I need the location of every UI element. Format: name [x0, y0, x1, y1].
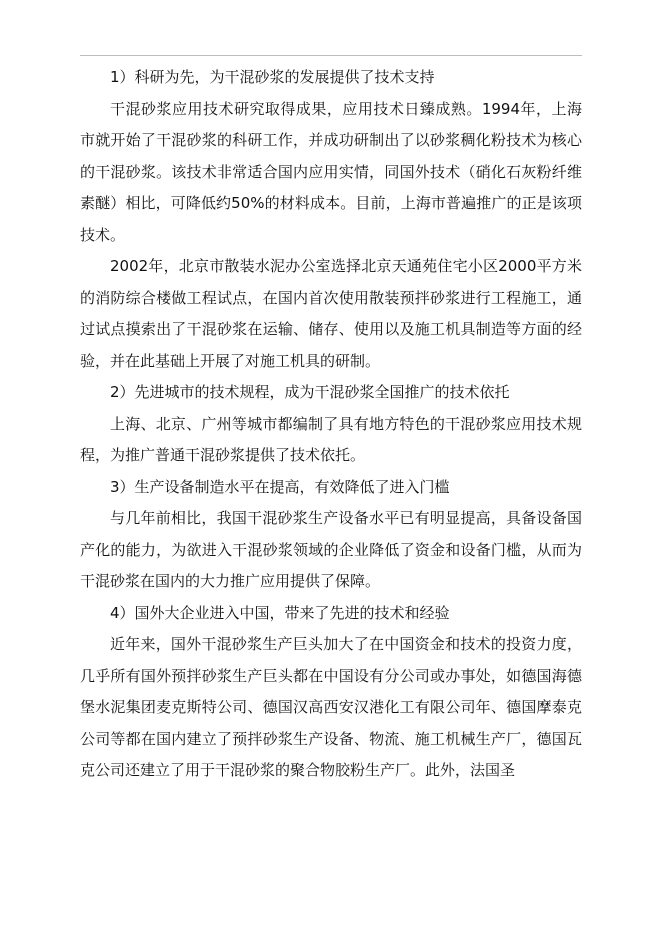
section-2-paragraph-1: 上海、北京、广州等城市都编制了具有地方特色的干混砂浆应用技术规程，为推广普通干混砂浆提供了技术依托。	[80, 414, 582, 464]
header-rule	[80, 55, 582, 56]
section-4-paragraph-1: 近年来，国外干混砂浆生产巨头加大了在中国资金和技术的投资力度，几乎所有国外预拌砂浆生产巨头都在中国设有分公司或办事处，如德国海德堡水泥集团麦克斯特公司、德国汉高西安汉港化工有限公司年、德国摩泰克公司等都在国内建立了预拌砂浆生产设备、物流、施工机械生产厂，德国瓦克公司还建立了用于干混砂浆的聚合物胶粉生产厂。此外，法国圣	[80, 635, 582, 779]
section-3-paragraph-1: 与几年前相比，我国干混砂浆生产设备水平已有明显提高，具备设备国产化的能力，为欲进入干混砂浆领域的企业降低了资金和设备门槛，从而为干混砂浆在国内的大力推广应用提供了保障。	[80, 509, 582, 590]
section-3-heading: 3）生产设备制造水平在提高，有效降低了进入门槛	[110, 477, 450, 496]
section-1-paragraph-1: 干混砂浆应用技术研究取得成果，应用技术日臻成熟。1994年，上海市就开始了干混砂浆的科研工作，并成功研制出了以砂浆稠化粉技术为核心的干混砂浆。该技术非常适合国内应用实情，同国外技术（硝化石灰粉纤维素醚）相比，可降低约50%的材料成本。目前，上海市普遍推广的正是该项技术。	[80, 99, 582, 244]
section-1-heading: 1）科研为先，为干混砂浆的发展提供了技术支持	[110, 68, 435, 86]
section-1-paragraph-2: 2002年，北京市散装水泥办公室选择北京天通苑住宅小区2000平方米的消防综合楼做工程试点，在国内首次使用散装预拌砂浆进行工程施工，通过试点摸索出了干混砂浆在运输、储存、使用以及施工机具制造等方面的经验，并在此基础上开展了对施工机具的研制。	[80, 257, 582, 370]
document-body	[80, 62, 582, 787]
section-2-heading: 2）先进城市的技术规程，成为干混砂浆全国推广的技术依托	[110, 383, 510, 401]
section-4-heading: 4）国外大企业进入中国，带来了先进的技术和经验	[110, 603, 450, 622]
